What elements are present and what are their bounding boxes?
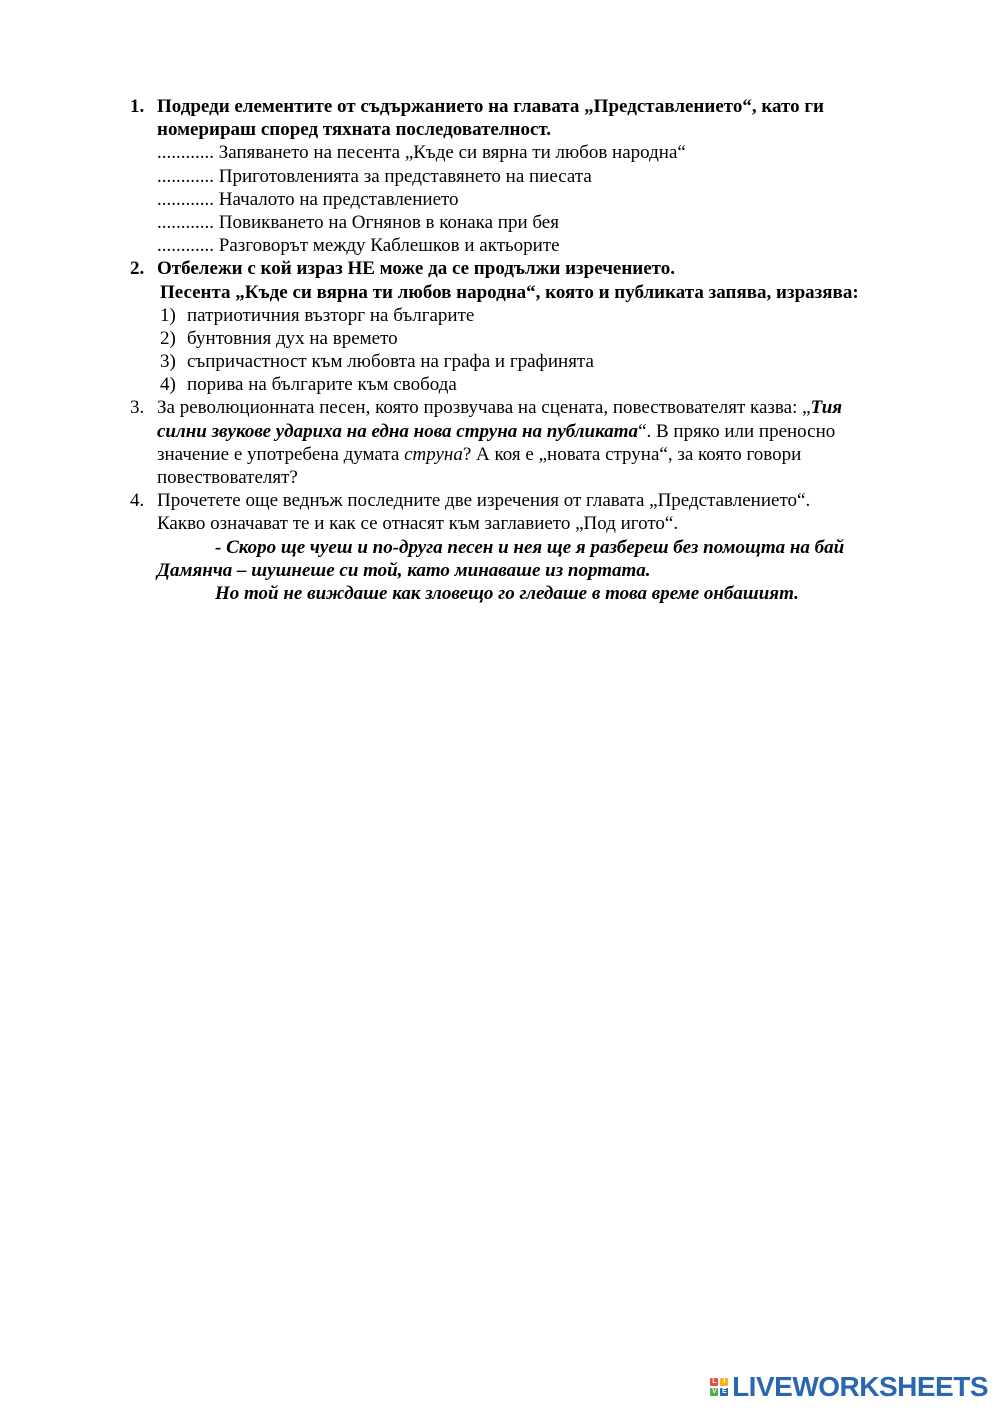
option-text: патриотичния възторг на българите [187,304,475,326]
q1-item [0,211,1000,234]
q4-quote2-line [0,582,1000,605]
q2-subtitle-line [0,281,1000,304]
q3-line3 [0,443,1000,466]
q3-line4 [0,466,1000,489]
q4-line1 [0,489,1000,512]
q1-item [0,188,1000,211]
q1-item-text: Повикването на Огнянов в конака при бея [218,211,559,233]
q3-number: 3. [130,397,145,419]
q4-quote1-line2 [0,559,1000,582]
q1-item [0,141,1000,164]
q3-quote: силни звукове удариха на една нова струна на публиката [157,420,639,442]
q1-title-line2 [0,118,1000,141]
q3-line2 [0,420,1000,443]
q3-line1 [0,396,1000,419]
liveworksheets-logo [710,1372,988,1402]
q3-text: значение е употребена думата [157,443,405,465]
q4-quote: Дамянча – шушнеше си той, като минаваше из портата. [157,559,651,581]
q2-number: 2. [130,258,145,280]
q4-text: Прочетете още веднъж последните две изречения от главата „Представлението“. [157,490,811,512]
q2-option[interactable] [0,350,1000,373]
q3-word: струна [404,443,463,465]
answer-blank[interactable]: ............ [157,142,214,164]
q1-title-cont: номерираш според тяхната последователност. [157,119,552,141]
q4-number: 4. [130,490,145,512]
logo-mark-icon: L I V E [711,1378,727,1395]
logo-text: LIVEWORKSHEETS [732,1371,988,1402]
option-text: съпричастност към любовта на графа и графинята [187,351,594,373]
q4-quote: - Скоро ще чуеш и по-друга песен и нея ще я разбереш без помощта на бай [215,536,845,558]
answer-blank[interactable]: ............ [157,235,214,257]
option-number: 2) [160,327,176,349]
q4-quote1-line1 [0,536,1000,559]
option-text: порива на българите към свобода [187,374,457,396]
q4-text: Какво означават те и как се отнасят към заглавието „Под игото“. [157,513,679,535]
option-number: 4) [160,374,176,396]
q1-number: 1. [130,96,145,117]
q1-item-text: Запяването на песента „Къде си вярна ти любов народна“ [218,142,686,164]
q3-text: “. В пряко или преносно [638,420,836,442]
q1-item-text: Началото на представлението [218,188,459,210]
answer-blank[interactable]: ............ [157,188,214,210]
q4-quote: Но той не виждаше как зловещо го гледаше в това време онбашият. [215,582,799,604]
q1-item [0,165,1000,188]
option-text: бунтовния дух на времето [187,327,398,349]
answer-blank[interactable]: ............ [157,211,214,233]
option-number: 1) [160,304,176,326]
q3-text: За революционната песен, която прозвучава на сцената, повествователят казва: „ [157,397,811,419]
q3-text: повествователят? [157,467,298,488]
q2-subtitle: Песента „Къде си вярна ти любов народна“, която и публиката запява, изразява: [160,281,859,303]
q1-item [0,234,1000,257]
answer-blank[interactable]: ............ [157,165,214,187]
q4-line2 [0,512,1000,535]
q3-text: ? А коя е „новата струна“, за която говори [462,443,802,465]
q2-option[interactable] [0,327,1000,350]
q2-option[interactable] [0,373,1000,396]
q2-title: Отбележи с кой израз НЕ може да се продължи изречението. [157,258,676,280]
q1-item-text: Разговорът между Каблешков и актьорите [218,235,560,257]
q1-title: Подреди елементите от съдържанието на главата „Представлението“, като ги [157,96,824,117]
worksheet [0,95,1000,605]
q2-title-line [0,257,1000,280]
q1-item-text: Приготовленията за представянето на пиесата [218,165,592,187]
option-number: 3) [160,351,176,373]
q2-option[interactable] [0,304,1000,327]
q3-quote-start: Тия [810,397,843,419]
q1-title-line1 [0,95,1000,118]
